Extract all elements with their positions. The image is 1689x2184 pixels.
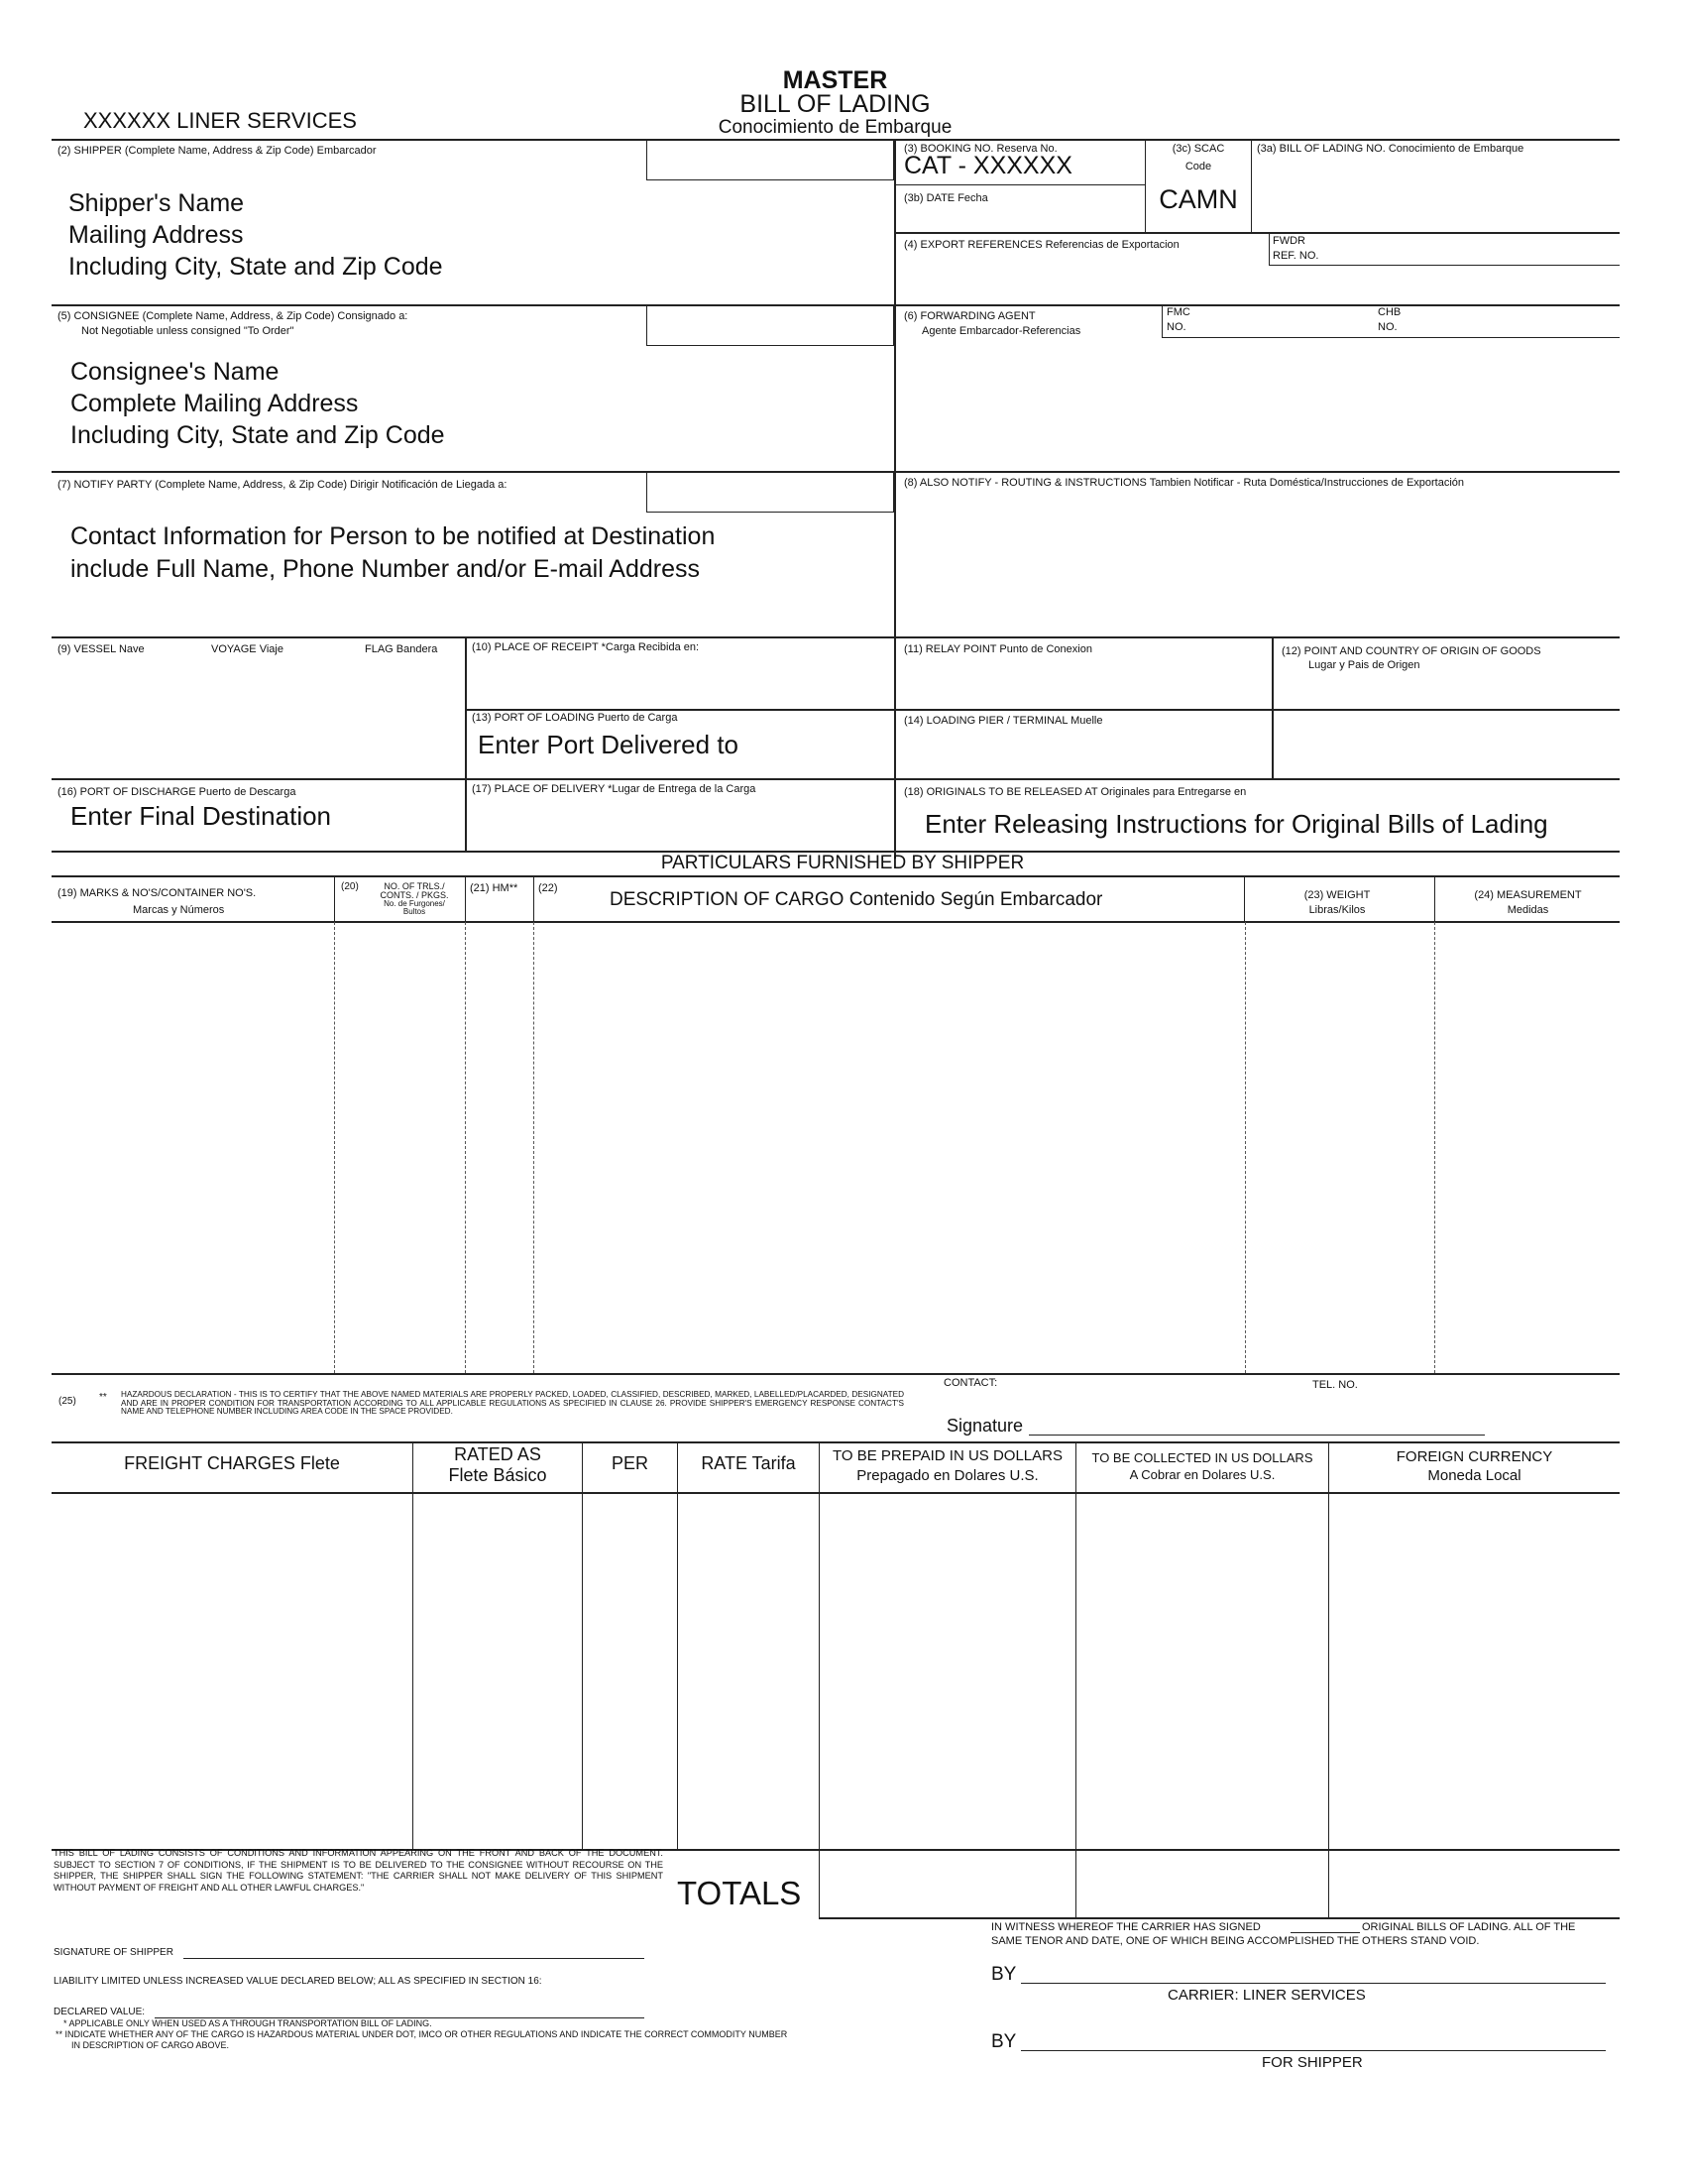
- loading-value[interactable]: Enter Port Delivered to: [478, 730, 739, 759]
- weight-label: (23) WEIGHT: [1303, 889, 1371, 901]
- foreign-header: FOREIGN CURRENCY: [1396, 1448, 1553, 1465]
- totals-left-div: [819, 1849, 820, 1918]
- col-div-20: [334, 875, 335, 922]
- collect-subheader: A Cobrar en Dolares U.S.: [1129, 1467, 1276, 1482]
- export-rule: [896, 232, 1620, 234]
- discharge-value[interactable]: Enter Final Destination: [70, 801, 332, 831]
- consignee-name: Consignee's Name: [70, 358, 280, 386]
- witness-text-2: ORIGINAL BILLS OF LADING. ALL OF THE: [1362, 1921, 1576, 1933]
- booking-label: (3) BOOKING NO. Reserva No.: [904, 143, 1058, 155]
- vessel-label: (9) VESSEL Nave: [57, 643, 145, 655]
- doc-subtitle: Conocimiento de Embarque: [718, 117, 953, 138]
- pkgs-label-3: No. de Furgones/: [384, 899, 445, 908]
- pkgs-label-4: Bultos: [402, 907, 426, 916]
- scac-code-label: Code: [1184, 161, 1212, 172]
- col20-label: (20): [341, 881, 359, 892]
- witness-text-3: SAME TENOR AND DATE, ONE OF WHICH BEING ACCOMPLISHED THE OTHERS STAND VOID.: [991, 1935, 1480, 1947]
- particulars-header-rule: [52, 921, 1620, 923]
- discharge-label: (16) PORT OF DISCHARGE Puerto de Descarga: [57, 786, 296, 798]
- charges-div-5: [1075, 1443, 1076, 1918]
- col-div-21: [465, 875, 466, 922]
- signature-line[interactable]: [1029, 1435, 1485, 1436]
- fmc-no-label: NO.: [1167, 321, 1186, 333]
- hazard-rule: [52, 1373, 1620, 1375]
- note-applicable: * APPLICABLE ONLY WHEN USED AS A THROUGH TRANSPORTATION BILL OF LADING.: [63, 2018, 432, 2028]
- delivery-label: (17) PLACE OF DELIVERY *Lugar de Entrega de la Carga: [472, 783, 756, 795]
- fwdr-label: FWDR: [1273, 235, 1305, 247]
- note-hazardous: ** INDICATE WHETHER ANY OF THE CARGO IS HAZARDOUS MATERIAL UNDER DOT, IMCO OR OTHER REGULATIONS AND INDICATE THE CORRECT COMMODITY NUMBER: [56, 2029, 788, 2039]
- fwdr-divider: [1269, 232, 1270, 266]
- scac-label: (3c) SCAC: [1172, 143, 1225, 155]
- carrier-by-label: BY: [991, 1964, 1017, 1985]
- chb-no-label: NO.: [1378, 321, 1398, 333]
- consignee-ref-box[interactable]: [646, 304, 894, 346]
- loading-rule: [465, 709, 1620, 711]
- vessel-rule: [52, 636, 1620, 638]
- marks-label: (19) MARKS & NO'S/CONTAINER NO'S.: [57, 887, 257, 899]
- rated-subheader: Flete Básico: [448, 1465, 547, 1485]
- liability-text: LIABILITY LIMITED UNLESS INCREASED VALUE DECLARED BELOW; ALL AS SPECIFIED IN SECTION 16:: [54, 1976, 542, 1987]
- per-header: PER: [611, 1453, 648, 1473]
- tel-label: TEL. NO.: [1312, 1379, 1358, 1391]
- for-shipper-label: FOR SHIPPER: [1262, 2054, 1363, 2071]
- particulars-heading: PARTICULARS FURNISHED BY SHIPPER: [660, 853, 1025, 873]
- shipper-name: Shipper's Name: [68, 189, 245, 217]
- foreign-subheader: Moneda Local: [1427, 1467, 1521, 1484]
- marks-sublabel: Marcas y Números: [133, 904, 225, 916]
- declared-label: DECLARED VALUE:: [54, 2007, 146, 2017]
- pkgs-label-2: CONTS. / PKGS.: [380, 890, 449, 900]
- loading-label: (13) PORT OF LOADING Puerto de Carga: [472, 712, 678, 724]
- chb-label: CHB: [1378, 306, 1402, 318]
- col-div-24-dash: [1434, 922, 1435, 1373]
- totals-label: TOTALS: [677, 1875, 802, 1911]
- prepaid-header: TO BE PREPAID IN US DOLLARS: [832, 1447, 1063, 1464]
- fwdr-underline: [1269, 265, 1620, 266]
- prepaid-subheader: Prepagado en Dolares U.S.: [856, 1467, 1039, 1484]
- voyage-label: VOYAGE Viaje: [211, 643, 283, 655]
- notify-label: (7) NOTIFY PARTY (Complete Name, Address, & Zip Code) Dirigir Notificación de Liegada a:: [57, 479, 507, 491]
- origin-sublabel: Lugar y Pais de Origen: [1308, 659, 1420, 671]
- hazard-number: (25): [58, 1396, 76, 1407]
- rate-header: RATE Tarifa: [701, 1453, 796, 1473]
- originals-value[interactable]: Enter Releasing Instructions for Original Bills of Lading: [925, 809, 1548, 839]
- forwarding-sublabel: Agente Embarcador-Referencias: [922, 325, 1081, 337]
- rated-header: RATED AS: [454, 1444, 541, 1464]
- col-div-22-dash: [533, 922, 534, 1373]
- scac-value[interactable]: CAMN: [1159, 184, 1238, 214]
- pier-label: (14) LOADING PIER / TERMINAL Muelle: [904, 715, 1103, 727]
- fmc-label: FMC: [1167, 306, 1190, 318]
- shipper-signature-line[interactable]: [183, 1958, 644, 1959]
- hazard-text: HAZARDOUS DECLARATION - THIS IS TO CERTIFY THAT THE ABOVE NAMED MATERIALS ARE PROPERLY PACKED, LOADED, CLASSIFIED, DESCRIBED, MARKED, LABELLED/PLACARDED, DESIGNATED AND ARE IN PROPER CONDITION FOR TRANSPORTATION ACCORDING TO ALL APPLICABLE REGULATIONS AS SPECIFIED IN CLAUSE 26. PROVIDE SHIPPER'S EMERGENCY RESPONSE CONTACT'S NAME AND TELEPHONE NUMBER INCLUDING AREA CODE IN THE SPACE PROVIDED.: [121, 1390, 904, 1416]
- shipper-by-label: BY: [991, 2031, 1017, 2052]
- charges-div-6: [1328, 1443, 1329, 1918]
- origin-label: (12) POINT AND COUNTRY OF ORIGIN OF GOODS: [1282, 645, 1541, 657]
- bol-no-label: (3a) BILL OF LADING NO. Conocimiento de Embarque: [1257, 143, 1524, 155]
- origin-divider: [1272, 636, 1274, 778]
- shipper-signature-label: SIGNATURE OF SHIPPER: [54, 1947, 173, 1958]
- flag-label: FLAG Bandera: [365, 643, 438, 655]
- for-shipper-line[interactable]: [1021, 2050, 1606, 2051]
- scac-divider-right: [1251, 139, 1252, 233]
- charges-div-3: [677, 1443, 678, 1849]
- main-divider: [894, 139, 896, 859]
- charges-rule-top: [52, 1441, 1620, 1443]
- collect-header: TO BE COLLECTED IN US DOLLARS: [1091, 1450, 1313, 1465]
- charges-div-1: [412, 1443, 413, 1849]
- notify-details: include Full Name, Phone Number and/or E-mail Address: [70, 555, 701, 583]
- particulars-rule: [52, 875, 1620, 877]
- freight-header: FREIGHT CHARGES Flete: [124, 1453, 340, 1473]
- hm-label: (21) HM**: [470, 882, 518, 894]
- fwdr-ref-label: REF. NO.: [1273, 250, 1319, 262]
- hazard-stars: **: [99, 1392, 107, 1403]
- totals-bottom-rule: [819, 1917, 1620, 1919]
- relay-label: (11) RELAY POINT Punto de Conexion: [904, 643, 1092, 655]
- company-name: XXXXXX LINER SERVICES: [83, 108, 357, 133]
- consignee-label: (5) CONSIGNEE (Complete Name, Address, & Zip Code) Consignado a:: [57, 310, 408, 322]
- measurement-sublabel: Medidas: [1507, 904, 1549, 916]
- col-div-22: [533, 875, 534, 922]
- doc-title: BILL OF LADING: [739, 90, 931, 118]
- booking-date-rule: [896, 184, 1145, 185]
- shipper-city: Including City, State and Zip Code: [68, 253, 443, 281]
- doc-title-master: MASTER: [782, 66, 888, 94]
- receipt-label: (10) PLACE OF RECEIPT *Carga Recibida en:: [472, 641, 700, 653]
- carrier-signature-line[interactable]: [1021, 1983, 1606, 1984]
- charges-div-4: [819, 1443, 820, 1849]
- col-div-20-dash: [334, 922, 335, 1373]
- pkgs-label-1: NO. OF TRLS./: [384, 881, 445, 891]
- signature-label: Signature: [947, 1416, 1024, 1436]
- shipper-ref-box[interactable]: [646, 139, 894, 180]
- consignee-address: Complete Mailing Address: [70, 390, 359, 417]
- description-heading: DESCRIPTION OF CARGO Contenido Según Embarcador: [610, 889, 1103, 910]
- witness-text-1: IN WITNESS WHEREOF THE CARRIER HAS SIGNED: [991, 1921, 1261, 1933]
- carrier-label: CARRIER: LINER SERVICES: [1168, 1987, 1366, 2004]
- col-div-21-dash: [465, 922, 466, 1373]
- col-div-23-dash: [1245, 922, 1246, 1373]
- col-div-24: [1434, 875, 1435, 922]
- col-div-23: [1244, 875, 1245, 922]
- note-description: IN DESCRIPTION OF CARGO ABOVE.: [71, 2040, 230, 2050]
- date-label: (3b) DATE Fecha: [904, 192, 988, 204]
- charges-header-rule: [52, 1492, 1620, 1494]
- consignee-city: Including City, State and Zip Code: [70, 421, 445, 449]
- receipt-divider: [465, 636, 467, 851]
- originals-label: (18) ORIGINALS TO BE RELEASED AT Originales para Entregarse en: [904, 786, 1247, 798]
- also-notify-label: (8) ALSO NOTIFY - ROUTING & INSTRUCTIONS Tambien Notificar - Ruta Doméstica/Instrucciones de Exportación: [904, 477, 1465, 489]
- col22-label: (22): [538, 882, 558, 894]
- discharge-rule: [52, 778, 1620, 780]
- notify-contact: Contact Information for Person to be notified at Destination: [70, 522, 716, 550]
- fmc-underline: [1162, 337, 1620, 338]
- export-label: (4) EXPORT REFERENCES Referencias de Exportacion: [904, 239, 1180, 251]
- witness-originals-line[interactable]: [1291, 1932, 1360, 1933]
- charges-div-2: [582, 1443, 583, 1849]
- shipper-label: (2) SHIPPER (Complete Name, Address & Zip Code) Embarcador: [57, 145, 377, 157]
- terms-text: THIS BILL OF LADING CONSISTS OF CONDITIONS AND INFORMATION APPEARING ON THE FRONT AND BACK OF THE DOCUMENT. SUBJECT TO SECTION 7 OF CONDITIONS, IF THE SHIPMENT IS TO BE DELIVERED TO THE CONSIGNEE WITHOUT RECOURSE ON THE SHIPPER, THE SHIPPER SHALL SIGN THE FOLLOWING STATEMENT: "THE CARRIER SHALL NOT MAKE DELIVERY OF THIS SHIPMENT WITHOUT PAYMENT OF FREIGHT AND ALL OTHER LAWFUL CHARGES.": [54, 1848, 663, 1893]
- measurement-label: (24) MEASUREMENT: [1474, 889, 1582, 901]
- booking-value[interactable]: CAT - XXXXXX: [904, 152, 1072, 179]
- fmc-divider: [1162, 304, 1163, 338]
- forwarding-label: (6) FORWARDING AGENT: [904, 310, 1036, 322]
- shipper-address: Mailing Address: [68, 221, 244, 249]
- weight-sublabel: Libras/Kilos: [1308, 904, 1366, 916]
- contact-label: CONTACT:: [944, 1377, 998, 1389]
- notify-ref-box[interactable]: [646, 471, 894, 513]
- consignee-note: Not Negotiable unless consigned "To Order": [81, 325, 294, 337]
